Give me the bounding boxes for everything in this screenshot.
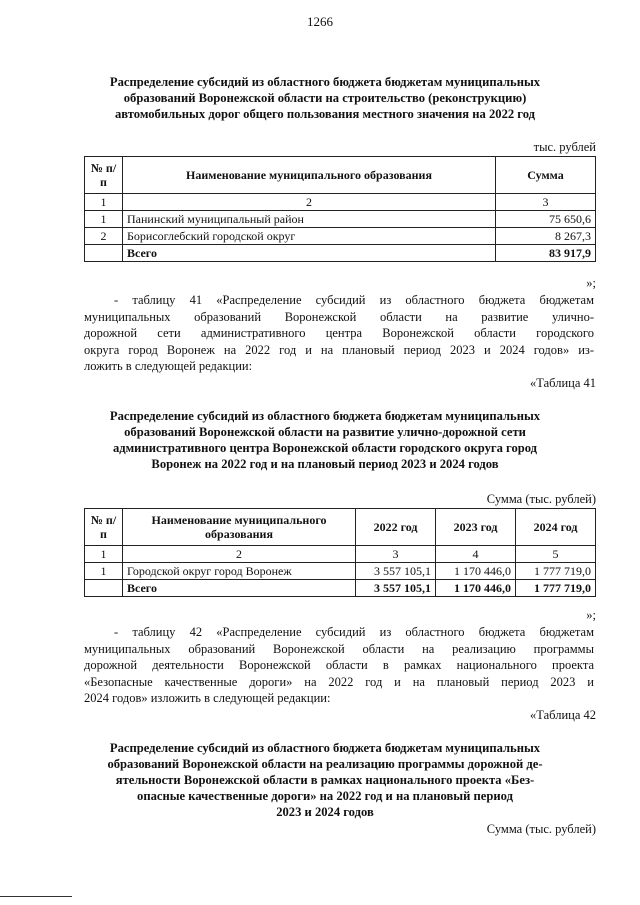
section2-unit: Сумма (тыс. рублей) (486, 492, 596, 506)
header-2022: 2022 год (356, 509, 436, 546)
header-sum: Сумма (496, 157, 596, 194)
index-cell: 4 (436, 546, 516, 563)
total-empty (85, 245, 123, 262)
table-header-row (85, 509, 596, 546)
table-total-row (85, 245, 596, 262)
title-line: административного центра Воронежской области городского округа город (112, 441, 538, 455)
section2-title (60, 408, 590, 472)
paragraph-line: «Безопасные качественные дороги» на 2022 год и на плановый период 2023 и (84, 674, 594, 689)
header-name: Наименование муниципального образования (123, 157, 496, 194)
title-line: Распределение субсидий из областного бюджета бюджетам муниципальных (109, 75, 541, 89)
paragraph1 (84, 292, 594, 375)
footer-divider (0, 896, 72, 897)
total-label: Всего (123, 245, 496, 262)
header-num: № п/п (85, 509, 123, 546)
title-line: ятельности Воронежской области в рамках национального проекта «Без- (115, 773, 535, 787)
table-total-row (85, 580, 596, 597)
index-cell: 2 (123, 194, 496, 211)
table-index-row (85, 194, 596, 211)
title-line: 2023 и 2024 годов (276, 805, 374, 819)
total-2022: 3 557 105,1 (356, 580, 436, 597)
paragraph-line: округа город Воронеж на 2022 год и на плановый период 2023 и 2024 годов» из- (84, 342, 594, 357)
table42-label: «Таблица 42 (530, 708, 596, 722)
title-line: образований Воронежской области на строительство (реконструкцию) (123, 91, 527, 105)
table-row (85, 211, 596, 228)
header-2023: 2023 год (436, 509, 516, 546)
index-cell: 5 (516, 546, 596, 563)
page-number: 1266 (307, 14, 333, 29)
table41-label: «Таблица 41 (530, 376, 596, 390)
title-line: Воронеж на 2022 год и на плановый период 2023 и 2024 годов (151, 457, 499, 471)
row-name: Борисоглебский городской округ (123, 228, 496, 245)
row-num: 1 (85, 563, 123, 580)
section1-unit: тыс. рублей (533, 140, 596, 154)
paragraph-line: дорожной деятельности Воронежской области в рамках национального проекта (84, 658, 594, 672)
row-num: 1 (85, 211, 123, 228)
index-cell: 3 (356, 546, 436, 563)
row-2024: 1 777 719,0 (516, 563, 596, 580)
row-num: 2 (85, 228, 123, 245)
total-sum: 83 917,9 (496, 245, 596, 262)
row-name: Панинский муниципальный район (123, 211, 496, 228)
title-line: автомобильных дорог общего пользования местного значения на 2022 год (114, 107, 536, 121)
paragraph2 (84, 624, 594, 707)
title-line: образований Воронежской области на развитие улично-дорожной сети (124, 425, 526, 439)
header-name: Наименование муниципального образования (123, 509, 356, 546)
paragraph-line: муниципальных образований Воронежской области на развитие улично- (84, 309, 594, 324)
table-header-row (85, 157, 596, 194)
paragraph-line: ложить в следующей редакции: (84, 359, 253, 373)
index-cell: 2 (123, 546, 356, 563)
total-2023: 1 170 446,0 (436, 580, 516, 597)
total-label: Всего (123, 580, 356, 597)
row-2022: 3 557 105,1 (356, 563, 436, 580)
index-cell: 3 (496, 194, 596, 211)
title-line: образований Воронежской области на реализацию программы дорожной де- (107, 757, 543, 771)
total-empty (85, 580, 123, 597)
row-sum: 75 650,6 (496, 211, 596, 228)
table-row (85, 563, 596, 580)
table-row (85, 228, 596, 245)
section1-close-quote: »; (586, 276, 596, 290)
row-sum: 8 267,3 (496, 228, 596, 245)
section2-close-quote: »; (586, 608, 596, 622)
paragraph-line: - таблицу 42 «Распределение субсидий из областного бюджета бюджетам (114, 625, 594, 639)
paragraph-line: дорожной сети административного центра Воронежской области городского (84, 326, 594, 340)
section1-table (84, 156, 596, 262)
row-name: Городской округ город Воронеж (123, 563, 356, 580)
title-line: Распределение субсидий из областного бюджета бюджетам муниципальных (109, 409, 541, 423)
row-2023: 1 170 446,0 (436, 563, 516, 580)
section1-title (60, 74, 590, 122)
index-cell: 1 (85, 546, 123, 563)
section3-unit: Сумма (тыс. рублей) (486, 822, 596, 836)
paragraph-line: муниципальных образований Воронежской области на реализацию программы (84, 641, 594, 656)
paragraph-line: - таблицу 41 «Распределение субсидий из областного бюджета бюджетам (114, 293, 594, 307)
header-2024: 2024 год (516, 509, 596, 546)
paragraph-line: 2024 годов» изложить в следующей редакции: (84, 691, 331, 705)
total-2024: 1 777 719,0 (516, 580, 596, 597)
header-num: № п/п (85, 157, 123, 194)
index-cell: 1 (85, 194, 123, 211)
section3-title (60, 740, 590, 820)
section2-table (84, 508, 596, 597)
table-index-row (85, 546, 596, 563)
title-line: опасные качественные дороги» на 2022 год и на плановый период (137, 789, 513, 803)
title-line: Распределение субсидий из областного бюджета бюджетам муниципальных (109, 741, 541, 755)
